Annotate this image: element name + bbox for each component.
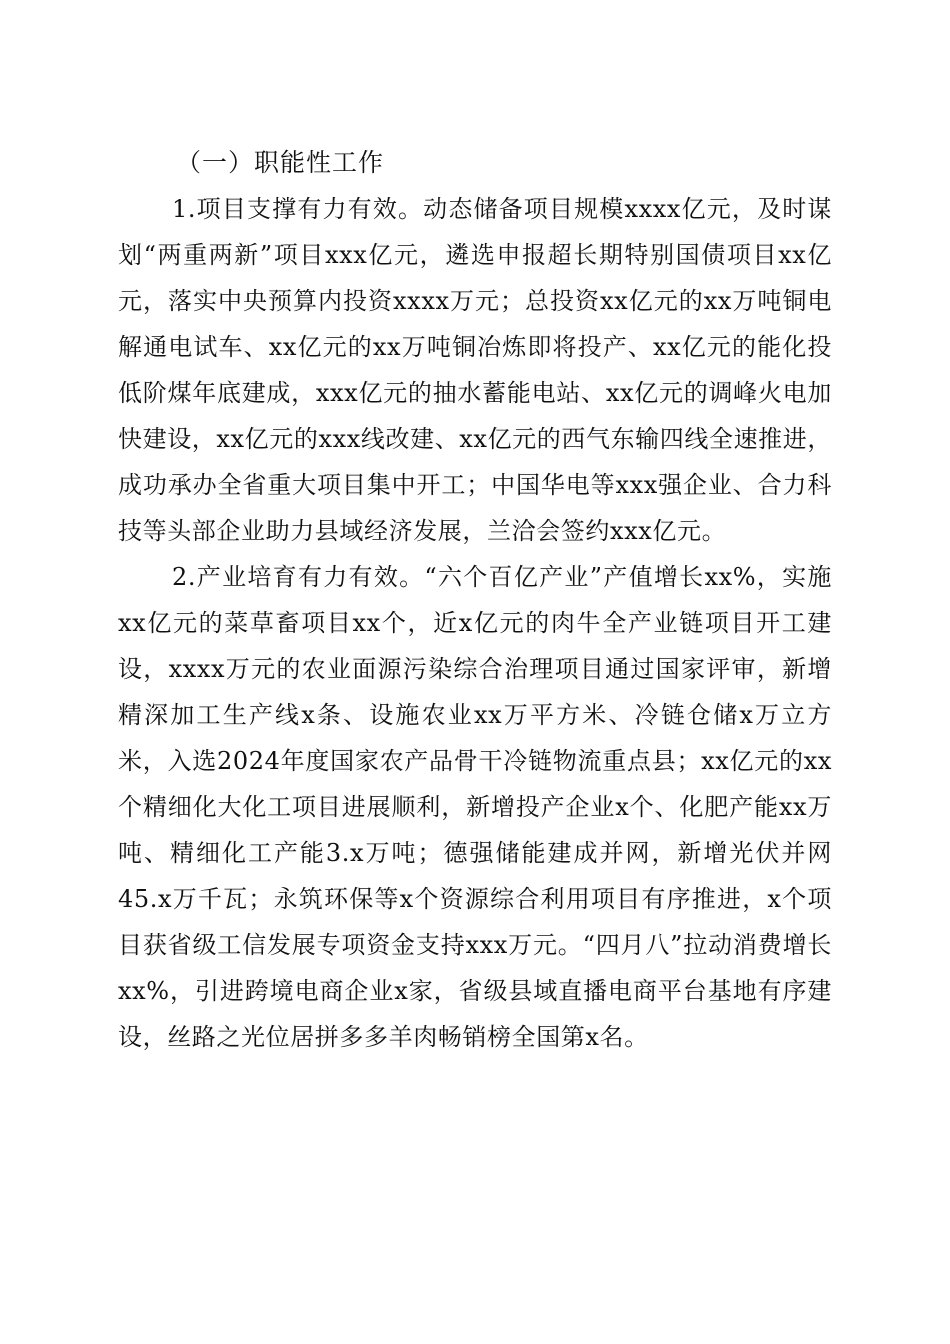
paragraph-project-support: 1.项目支撑有力有效。动态储备项目规模xxxx亿元，及时谋划“两重两新”项目xxx亿元，遴选申报超长期特别国债项目xx亿元，落实中央预算内投资xxxx万元；总投资xx亿元的xx万吨铜电解通电试车、xx亿元的xx万吨铜冶炼即将投产、xx亿元的能化投低阶煤年底建成，xxx亿元的抽水蓄能电站、xx亿元的调峰火电加快建设，xx亿元的xxx线改建、xx亿元的西气东输四线全速推进，成功承办全省重大项目集中开工；中国华电等xxx强企业、合力科技等头部企业助力县域经济发展，兰洽会签约xxx亿元。 (118, 195, 832, 545)
section-heading: （一）职能性工作 (176, 148, 385, 177)
paragraph-industry-cultivation: 2.产业培育有力有效。“六个百亿产业”产值增长xx%，实施xx亿元的菜草畜项目xx个，近x亿元的肉牛全产业链项目开工建设，xxxx万元的农业面源污染综合治理项目通过国家评审，新增精深加工生产线x条、设施农业xx万平方米、冷链仓储x万立方米，入选2024年度国家农产品骨干冷链物流重点县；xx亿元的xx个精细化大化工项目进展顺利，新增投产企业x个、化肥产能xx万吨、精细化工产能3.x万吨；德强储能建成并网，新增光伏并网45.x万千瓦；永筑环保等x个资源综合利用项目有序推进，x个项目获省级工信发展专项资金支持xxx万元。“四月八”拉动消费增长xx%，引进跨境电商企业x家，省级县域直播电商平台基地有序建设，丝路之光位居拼多多羊肉畅销榜全国第x名。 (118, 563, 832, 1051)
document-page (118, 140, 832, 1060)
